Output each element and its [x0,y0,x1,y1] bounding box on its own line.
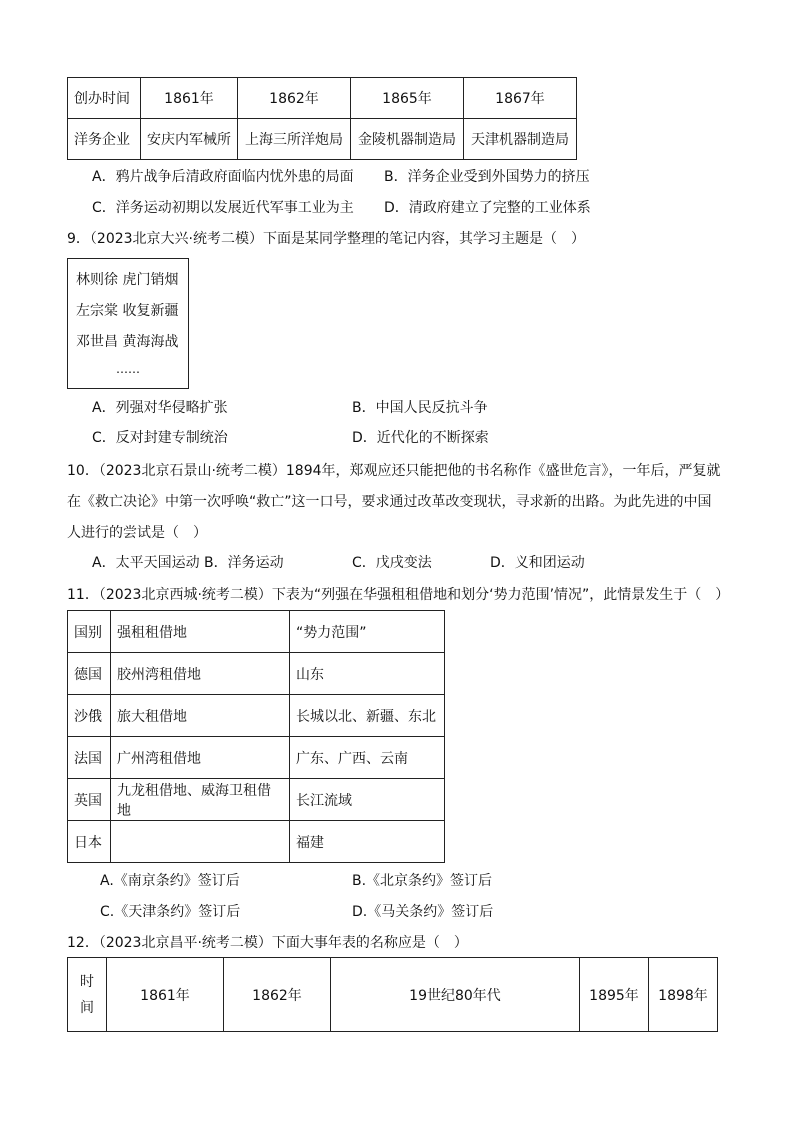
timeline-table [67,957,718,1032]
q10-option-ab: A．太平天国运动 B．洋务运动 [92,555,284,571]
header-char: 间 [80,999,94,1016]
table-cell: 日本 [68,821,111,863]
q12-stem: 12．（2023北京昌平·统考二模）下面大事年表的名称应是（ ） [67,935,468,951]
q9-option-c: C．反对封建专制统治 [92,430,228,446]
q9-option-b: B．中国人民反抗斗争 [352,400,488,416]
table-cell [111,821,290,863]
table-cell-time-header [68,958,107,1032]
table-cell: 1862年 [238,78,351,119]
table-cell: 洋务企业 [68,119,141,160]
table-cell: 山东 [290,653,445,695]
q9-option-a: A．列强对华侵略扩张 [92,400,228,416]
header-char: 时 [80,973,94,990]
table-cell: 旅大租借地 [111,695,290,737]
table-cell: 九龙租借地、威海卫租借地 [111,779,290,821]
yangwu-enterprise-table [67,77,577,160]
q11-option-c: C.《天津条约》签订后 [100,904,241,920]
q8-option-b: B．洋务企业受到外国势力的挤压 [384,169,590,185]
q10-stem-line1: 10．（2023北京石景山·统考二模）1894年，郑观应还只能把他的书名称作《盛世危言》，一年后，严复就 [67,463,721,479]
table-cell: 沙俄 [68,695,111,737]
table-cell: 广东、广西、云南 [290,737,445,779]
note-line: …… [116,362,140,376]
table-cell: 天津机器制造局 [464,119,577,160]
table-cell: 英国 [68,779,111,821]
table-cell: 1861年 [141,78,238,119]
q9-option-d: D．近代化的不断探索 [352,430,489,446]
note-line: 邓世昌 黄海海战 [76,334,179,350]
table-cell: 安庆内军械所 [141,119,238,160]
table-cell: 19世纪80年代 [331,958,580,1032]
q9-stem: 9．（2023北京大兴·统考二模）下面是某同学整理的笔记内容，其学习主题是（ ） [67,231,585,247]
q11-stem: 11．（2023北京西城·统考二模）下表为“列强在华强租租借地和划分‘势力范围’情况”，此情景发生于（ ） [67,587,730,603]
q10-stem-line2: 在《救亡决论》中第一次呼唤“救亡”这一口号，要求通过改革改变现状，寻求新的出路。为此先进的中国 [67,494,712,510]
q11-option-b: B.《北京条约》签订后 [352,873,493,889]
table-cell: 广州湾租借地 [111,737,290,779]
table-cell: 长城以北、新疆、东北 [290,695,445,737]
q10-option-d: D．义和团运动 [490,555,585,571]
q8-option-c: C．洋务运动初期以发展近代军事工业为主 [92,200,354,216]
table-cell: 1867年 [464,78,577,119]
table-cell: 上海三所洋炮局 [238,119,351,160]
table-cell: 1895年 [580,958,649,1032]
concessions-table [67,610,445,863]
table-cell: “势力范围” [290,611,445,653]
q9-notes-box [67,258,189,389]
note-line: 左宗棠 收复新疆 [76,303,179,319]
note-line: 林则徐 虎门销烟 [76,272,179,288]
q11-option-a: A.《南京条约》签订后 [100,873,240,889]
table-cell: 1865年 [351,78,464,119]
q10-option-c: C．戊戌变法 [352,555,432,571]
table-cell: 国别 [68,611,111,653]
q11-option-d: D.《马关条约》签订后 [352,904,494,920]
table-cell: 长江流域 [290,779,445,821]
table-cell: 胶州湾租借地 [111,653,290,695]
table-cell: 法国 [68,737,111,779]
table-cell: 1861年 [107,958,224,1032]
table-cell: 创办时间 [68,78,141,119]
table-cell: 德国 [68,653,111,695]
table-cell: 1898年 [649,958,718,1032]
q8-option-a: A．鸦片战争后清政府面临内忧外患的局面 [92,169,354,185]
table-cell: 1862年 [224,958,331,1032]
table-cell: 福建 [290,821,445,863]
q10-stem-line3: 人进行的尝试是（ ） [67,525,207,541]
table-cell: 强租租借地 [111,611,290,653]
table-cell: 金陵机器制造局 [351,119,464,160]
q8-option-d: D．清政府建立了完整的工业体系 [384,200,591,216]
